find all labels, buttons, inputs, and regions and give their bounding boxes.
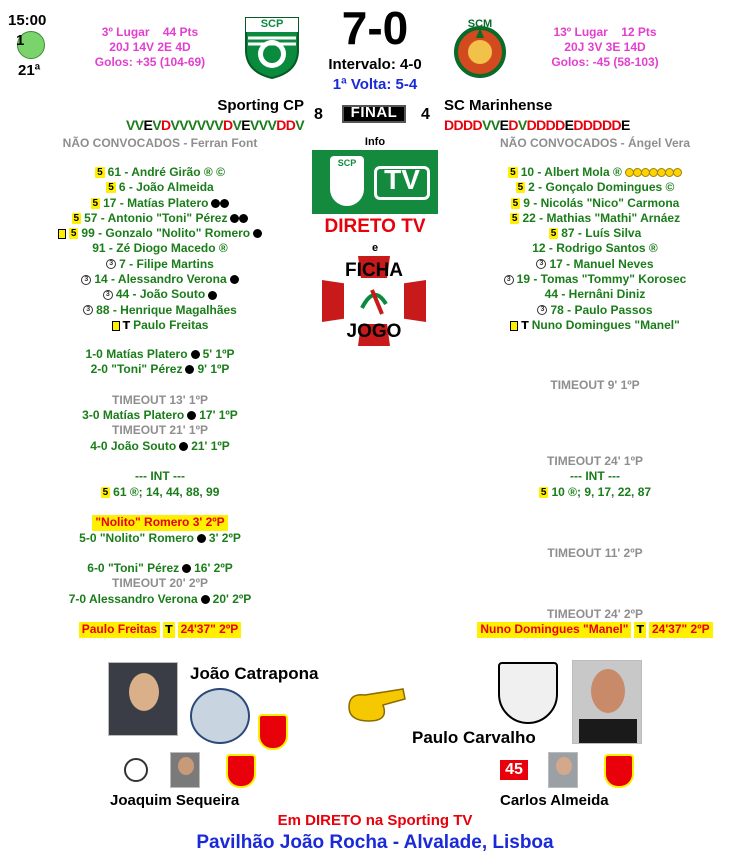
player-name: 12 - Rodrigo Santos ® <box>532 241 658 256</box>
spacer <box>455 393 735 408</box>
player-name: 91 - Zé Diogo Macedo ® <box>92 241 228 256</box>
coach-card-event <box>20 622 300 637</box>
home-events <box>20 347 300 638</box>
player-name: 44 - Hernâni Diniz <box>544 287 646 302</box>
spacer <box>455 561 735 576</box>
spacer <box>20 454 300 469</box>
form-result: V <box>125 117 135 133</box>
home-player-row[interactable] <box>20 287 300 302</box>
face-icon <box>591 669 625 713</box>
first-leg-score: 1ª Volta: 5-4 <box>332 76 418 93</box>
round-label: 21ª <box>18 62 41 79</box>
coach-card-event <box>455 622 735 637</box>
form-result: V <box>214 117 223 133</box>
three-fouls-icon: 3 <box>103 290 113 300</box>
five-fouls-badge: 5 <box>70 228 77 240</box>
shirt-icon <box>579 719 637 743</box>
form-result: D <box>222 117 233 133</box>
away-player-row[interactable] <box>455 196 735 211</box>
form-result: V <box>490 117 500 133</box>
interval-label: --- INT --- <box>135 469 185 484</box>
interval-fouls <box>20 485 300 500</box>
table-official2-photo <box>548 752 578 788</box>
away-player-row[interactable] <box>455 287 735 302</box>
spacer <box>20 378 300 393</box>
form-result: D <box>160 117 171 133</box>
player-name: 99 - Gonzalo "Nolito" Romero <box>81 226 251 241</box>
form-result: E <box>499 117 509 133</box>
face-icon <box>129 673 159 711</box>
goal-scorer: 2-0 "Toni" Pérez <box>90 362 183 377</box>
table-official1-photo <box>170 752 200 788</box>
goal-ball-icon <box>179 442 188 451</box>
home-squad-list <box>20 165 300 333</box>
interval-fouls <box>455 485 735 500</box>
away-form-streak <box>444 117 654 133</box>
spacer <box>455 408 735 423</box>
home-player-row[interactable] <box>20 165 300 180</box>
player-name: 61 - André Girão ® © <box>107 165 225 179</box>
form-result: D <box>472 117 483 133</box>
home-player-row[interactable] <box>20 272 300 287</box>
away-crest[interactable] <box>450 14 510 80</box>
form-result: D <box>592 117 602 133</box>
yellow-card-icon <box>510 321 518 331</box>
form-result: V <box>179 117 188 133</box>
kickoff-time: 15:00 <box>8 12 47 29</box>
coach-card-time: 24'37" 2ºP <box>649 622 713 637</box>
form-result: D <box>573 117 583 133</box>
home-crest[interactable] <box>242 14 302 80</box>
timeout-event: TIMEOUT 20' 2ºP <box>112 576 208 591</box>
home-player-row[interactable] <box>20 226 300 241</box>
interval-label: --- INT --- <box>570 469 620 484</box>
player-name: 7 - Filipe Martins <box>119 256 214 271</box>
spacer <box>455 576 735 591</box>
three-fouls-icon: 3 <box>537 305 547 315</box>
five-fouls-badge: 5 <box>108 182 114 194</box>
goal-event <box>20 347 300 362</box>
home-player-row[interactable] <box>20 196 300 211</box>
direto-tv-link[interactable]: DIRETO TV <box>324 216 426 237</box>
away-goals: Golos: -45 (58-103) <box>551 55 659 69</box>
form-result: D <box>444 117 454 133</box>
goal-time: 21' 1ºP <box>191 438 230 453</box>
form-result: E <box>241 117 250 133</box>
coach-icon: T <box>521 318 529 332</box>
referee1-name[interactable]: João Catrapona <box>190 664 319 683</box>
player-name: 9 - Nicolás "Nico" Carmona <box>523 195 680 210</box>
form-result: V <box>232 117 242 133</box>
home-fouls: 8 <box>314 106 323 123</box>
away-crest-text: SCM <box>467 18 493 30</box>
player-name: 78 - Paulo Passos <box>550 302 653 317</box>
goal-ball-icon <box>220 199 229 208</box>
association-badge-icon <box>190 688 250 744</box>
away-team-name[interactable]: SC Marinhense <box>444 97 553 114</box>
spacer <box>455 592 735 607</box>
round-number: 1 <box>16 32 25 49</box>
five-fouls-badge: 5 <box>550 228 557 240</box>
spacer <box>455 515 735 530</box>
three-fouls-icon: 3 <box>106 259 116 269</box>
card-event-text: "Nolito" Romero 3' 2ºP <box>92 515 227 530</box>
form-result: D <box>611 117 621 133</box>
away-record: 20J 3V 3E 14D <box>564 40 646 54</box>
goal-scorer: 4-0 João Souto <box>90 438 177 453</box>
form-result: D <box>536 117 546 133</box>
lisbon-crest-icon <box>498 662 558 724</box>
home-record: 20J 14V 2E 4D <box>109 40 191 54</box>
goal-ball-icon <box>187 411 196 420</box>
form-result: D <box>463 117 473 133</box>
table-official1-name[interactable]: Joaquim Sequeira <box>110 792 240 809</box>
goal-event <box>20 531 300 546</box>
five-fouls-badge: 5 <box>517 182 524 194</box>
three-fouls-icon: 3 <box>81 275 91 285</box>
five-fouls-badge: 5 <box>510 167 516 179</box>
goal-ball-icon <box>182 564 191 573</box>
form-result: V <box>258 117 268 133</box>
away-player-row[interactable] <box>455 257 735 272</box>
home-player-row[interactable] <box>20 257 300 272</box>
goal-ball-icon <box>185 365 194 374</box>
form-result: D <box>601 117 612 133</box>
spacer <box>455 347 735 362</box>
away-coach-row[interactable] <box>455 318 735 333</box>
referee2-photo <box>572 660 642 744</box>
away-position: 13º Lugar <box>553 25 608 39</box>
card-event <box>20 515 300 530</box>
sporting-tv-logo[interactable] <box>312 150 438 214</box>
form-result: V <box>205 117 215 133</box>
district-crest-icon <box>226 754 256 788</box>
form-result: D <box>555 117 565 133</box>
yellow-card-icon <box>112 321 120 331</box>
five-fouls-badge: 5 <box>512 197 519 209</box>
goal-time: 17' 1ºP <box>199 408 238 423</box>
away-player-row[interactable] <box>455 241 735 256</box>
home-stats <box>70 25 230 70</box>
five-fouls-badge: 5 <box>73 213 80 225</box>
goal-ball-icon <box>191 350 200 359</box>
goal-scorer: 6-0 "Toni" Pérez <box>87 561 180 576</box>
goal-event <box>20 592 300 607</box>
halftime-score: Intervalo: 4-0 <box>328 56 422 73</box>
goal-time: 16' 2ºP <box>194 561 233 576</box>
home-position: 3º Lugar <box>101 25 150 39</box>
form-result: V <box>267 117 277 133</box>
coach-icon: T <box>122 318 131 332</box>
player-name: 6 - João Almeida <box>118 180 214 195</box>
spacer <box>455 531 735 546</box>
table-official2-name[interactable]: Carlos Almeida <box>500 792 609 809</box>
player-name: 88 - Henrique Magalhães <box>96 302 237 317</box>
away-player-row[interactable] <box>455 226 735 241</box>
goal-time: 20' 2ºP <box>212 591 252 606</box>
form-result: D <box>276 117 286 133</box>
spacer <box>455 362 735 377</box>
home-goals: Golos: +35 (104-69) <box>94 55 206 69</box>
three-fouls-icon: 3 <box>83 305 93 315</box>
goal-ball-icon <box>230 275 239 284</box>
five-fouls-badge: 5 <box>511 213 518 225</box>
coach-icon: T <box>165 623 173 637</box>
three-fouls-icon: 3 <box>504 275 514 285</box>
timeout-event: TIMEOUT 9' 1ºP <box>550 377 640 392</box>
five-fouls-badge: 5 <box>540 486 547 498</box>
timeout-event: TIMEOUT 24' 1ºP <box>547 454 643 469</box>
timeout-event: TIMEOUT 24' 2ºP <box>547 607 643 622</box>
whistle-icon <box>345 685 409 728</box>
coach-card-time: 24'37" 2ºP <box>178 622 242 637</box>
away-player-row[interactable] <box>455 180 735 195</box>
player-name: 17 - Matías Platero <box>103 195 209 210</box>
away-events <box>455 347 735 638</box>
broadcast-info[interactable]: Em DIRETO na Sporting TV <box>277 812 473 829</box>
whistle-shape <box>345 685 409 725</box>
form-result: E <box>620 117 630 133</box>
and-label: e <box>371 242 379 254</box>
form-result: V <box>196 117 206 133</box>
form-result: D <box>545 117 556 133</box>
home-player-row[interactable] <box>20 303 300 318</box>
goal-ball-icon <box>230 214 239 223</box>
spacer <box>20 546 300 561</box>
coach-card-name: Nuno Domingues "Manel" <box>477 622 631 637</box>
face-icon <box>556 757 572 775</box>
form-result: V <box>152 117 161 133</box>
coach-name: Paulo Freitas <box>133 317 209 332</box>
goal-time: 5' 1ºP <box>202 347 235 361</box>
goal-ball-icon <box>201 595 210 604</box>
away-player-row[interactable] <box>455 211 735 226</box>
five-fouls-badge: 5 <box>102 486 109 498</box>
goal-event <box>20 362 300 377</box>
form-result: V <box>187 117 197 133</box>
timeout-event: TIMEOUT 11' 2ºP <box>547 545 643 560</box>
goal-ball-icon <box>208 291 217 300</box>
home-team-name[interactable]: Sporting CP <box>217 97 304 114</box>
goal-ball-icon <box>253 229 262 238</box>
venue: Pavilhão João Rocha - Alvalade, Lisboa <box>196 832 554 853</box>
tv-crest-text: SCP <box>337 158 357 168</box>
away-player-row[interactable] <box>455 165 735 180</box>
goal-event <box>20 439 300 454</box>
coach-icon: T <box>636 623 644 637</box>
goal-event <box>20 561 300 576</box>
player-name: 44 - João Souto <box>115 287 206 302</box>
interval-fouls-list: 10 ®; 9, 17, 22, 87 <box>551 484 652 499</box>
player-name: 2 - Gonçalo Domingues © <box>528 180 675 195</box>
shot-clock-badge: 45 <box>500 760 528 780</box>
away-points: 12 Pts <box>621 25 657 39</box>
away-player-row[interactable] <box>455 272 735 287</box>
spacer <box>455 439 735 454</box>
player-name: 17 - Manuel Neves <box>549 256 654 271</box>
five-fouls-badge: 5 <box>92 197 99 209</box>
player-name: 87 - Luís Silva <box>561 226 642 241</box>
goal-ball-icon <box>239 214 248 223</box>
goal-scorer: 5-0 "Nolito" Romero <box>79 530 194 545</box>
form-result: V <box>295 117 304 133</box>
player-name: 19 - Tomas "Tommy" Korosec <box>516 272 687 287</box>
player-name: 22 - Mathias "Mathi" Arnáez <box>522 210 681 225</box>
away-player-row[interactable] <box>455 303 735 318</box>
away-stats <box>520 25 690 70</box>
form-result: V <box>170 117 180 133</box>
goal-time: 3' 2ºP <box>208 530 241 545</box>
own-goal-ball-icon <box>673 168 682 177</box>
referee1-photo <box>108 662 178 736</box>
final-score: 7-0 <box>341 2 409 54</box>
home-form-streak <box>100 117 304 133</box>
stopwatch-icon <box>124 758 148 782</box>
goal-scorer: 7-0 Alessandro Verona <box>68 591 198 606</box>
form-result: E <box>143 117 153 133</box>
district-crest-icon <box>258 714 288 750</box>
home-crest-text: SCP <box>260 18 284 30</box>
spacer <box>455 500 735 515</box>
form-result: D <box>453 117 464 133</box>
home-player-row[interactable] <box>20 211 300 226</box>
form-result: D <box>526 117 537 133</box>
form-result: V <box>517 117 527 133</box>
player-name: 10 - Albert Mola ® <box>520 165 622 179</box>
coach-card-name: Paulo Freitas <box>79 622 160 637</box>
referee2-name[interactable]: Paulo Carvalho <box>412 728 536 747</box>
face-icon <box>178 757 194 775</box>
goal-scorer: 1-0 Matías Platero <box>85 347 188 361</box>
three-fouls-icon: 3 <box>536 259 546 269</box>
spacer <box>455 423 735 438</box>
form-result: D <box>508 117 518 133</box>
player-name: 57 - Antonio "Toni" Pérez <box>84 210 228 225</box>
form-result: V <box>249 117 259 133</box>
goal-ball-icon <box>197 534 206 543</box>
home-points: 44 Pts <box>162 25 199 39</box>
home-coach-row[interactable] <box>20 318 300 333</box>
goal-event <box>20 408 300 423</box>
district-crest-icon <box>604 754 634 788</box>
timeout-event: TIMEOUT 21' 1ºP <box>112 423 208 438</box>
home-player-row[interactable] <box>20 180 300 195</box>
tv-text: TV <box>384 164 420 195</box>
info-label: Info <box>364 136 386 148</box>
five-fouls-badge: 5 <box>97 167 103 179</box>
away-not-called: NÃO CONVOCADOS - Ángel Vera <box>499 136 691 150</box>
home-not-called: NÃO CONVOCADOS - Ferran Font <box>62 136 258 150</box>
coach-name: Nuno Domingues "Manel" <box>531 317 680 332</box>
ficha-text: FICHA <box>344 260 404 281</box>
form-result: V <box>482 117 491 133</box>
form-result: E <box>564 117 574 133</box>
spacer <box>20 607 300 622</box>
spacer <box>20 500 300 515</box>
timeout-event: TIMEOUT 13' 1ºP <box>112 392 208 407</box>
interval-fouls-list: 61 ®; 14, 44, 88, 99 <box>113 484 220 499</box>
form-result: V <box>134 117 144 133</box>
home-player-row[interactable] <box>20 241 300 256</box>
away-fouls: 4 <box>421 106 430 123</box>
ficha-jogo-logo[interactable] <box>322 256 426 346</box>
form-result: D <box>582 117 593 133</box>
final-status-text: FINAL <box>350 104 398 121</box>
goal-ball-icon <box>211 199 220 208</box>
form-result: D <box>285 117 296 133</box>
goal-time: 9' 1ºP <box>197 362 230 377</box>
jogo-text: JOGO <box>346 321 402 342</box>
away-squad-list <box>455 165 735 333</box>
player-name: 14 - Alessandro Verona <box>94 272 227 287</box>
goal-scorer: 3-0 Matías Platero <box>82 408 185 423</box>
yellow-card-icon <box>58 229 66 239</box>
